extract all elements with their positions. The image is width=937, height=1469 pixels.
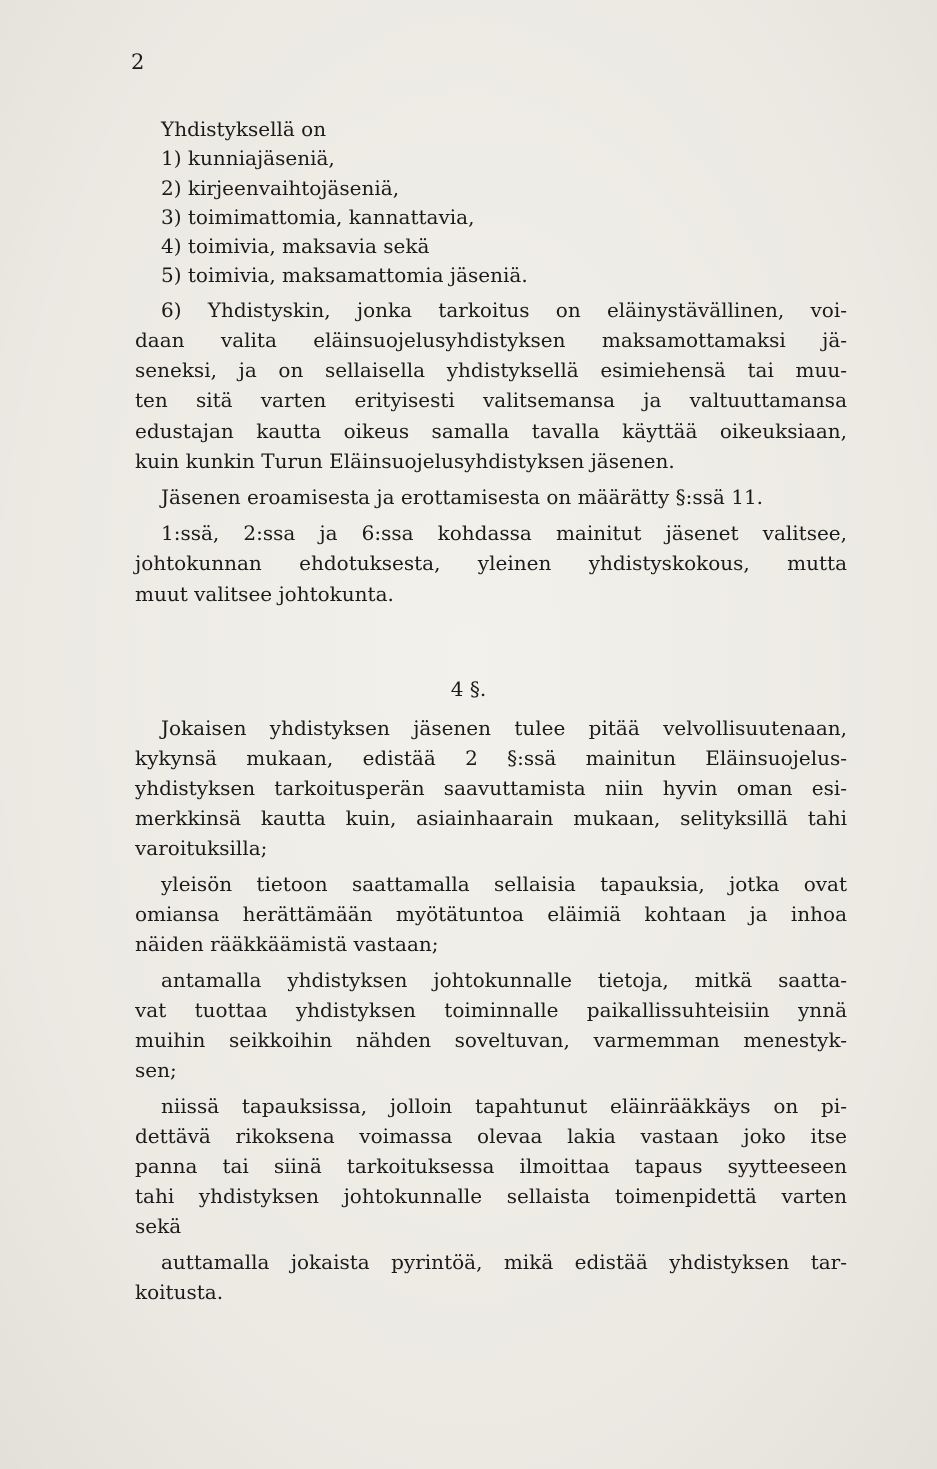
item6-line-3: seneksi, ja on sellaisella yhdistyksellä esimiehensä tai muu- [135, 358, 847, 382]
section4-p2-line-2: omiansa herättämään myötätuntoa eläimiä kohtaan ja inhoa [135, 902, 847, 926]
section4-p3-line-4: sen; [135, 1058, 177, 1082]
member-type-2: 2) kirjeenvaihtojäseniä, [161, 176, 400, 200]
section4-p1-line-2: kykynsä mukaan, edistää 2 §:ssä mainitun Eläinsuojelus- [135, 746, 847, 770]
member-type-1: 1) kunniajäseniä, [161, 146, 335, 170]
member-type-4: 4) toimivia, maksavia sekä [161, 234, 430, 258]
item6-line-5: edustajan kautta oikeus samalla tavalla käyttää oikeuksiaan, [135, 419, 847, 443]
resignation-line: Jäsenen eroamisesta ja erottamisesta on määrätty §:ssä 11. [161, 485, 764, 509]
section4-p2-line-1: yleisön tietoon saattamalla sellaisia tapauksia, jotka ovat [161, 872, 847, 896]
section4-p3-line-1: antamalla yhdistyksen johtokunnalle tietoja, mitkä saatta- [161, 968, 847, 992]
section-4-heading: 4 §. [450, 677, 487, 701]
item6-line-4: ten sitä varten erityisesti valitsemansa ja valtuuttamansa [135, 388, 847, 412]
section4-p3-line-3: muihin seikkoihin nähden soveltuvan, varmemman menestyk- [135, 1028, 847, 1052]
item6-line-6: kuin kunkin Turun Eläinsuojelusyhdistyksen jäsenen. [135, 449, 675, 473]
section4-p4-line-3: panna tai siinä tarkoituksessa ilmoittaa tapaus syytteeseen [135, 1154, 847, 1178]
membership-intro: Yhdistyksellä on [161, 117, 327, 141]
section4-p4-line-2: dettävä rikoksena voimassa olevaa lakia vastaan joko itse [135, 1124, 847, 1148]
item6-line-1: 6) Yhdistyskin, jonka tarkoitus on eläinystävällinen, voi- [161, 298, 847, 322]
section4-p3-line-2: vat tuottaa yhdistyksen toiminnalle paikallissuhteisiin ynnä [135, 998, 847, 1022]
section4-p4-line-5: sekä [135, 1214, 182, 1238]
election-line-1: 1:ssä, 2:ssa ja 6:ssa kohdassa mainitut jäsenet valitsee, [161, 521, 847, 545]
page-number: 2 [131, 50, 145, 74]
section4-p4-line-4: tahi yhdistyksen johtokunnalle sellaista toimenpidettä varten [135, 1184, 847, 1208]
section4-p1-line-4: merkkinsä kautta kuin, asiainhaarain mukaan, selityksillä tahi [135, 806, 847, 830]
section4-p4-line-1: niissä tapauksissa, jolloin tapahtunut eläinrääkkäys on pi- [161, 1094, 847, 1118]
member-type-5: 5) toimivia, maksamattomia jäseniä. [161, 263, 528, 287]
member-type-3: 3) toimimattomia, kannattavia, [161, 205, 475, 229]
item6-line-2: daan valita eläinsuojelusyhdistyksen maksamottamaksi jä- [135, 328, 847, 352]
section4-p1-line-3: yhdistyksen tarkoitusperän saavuttamista niin hyvin oman esi- [135, 776, 847, 800]
section4-p1-line-5: varoituksilla; [135, 836, 268, 860]
election-line-2: johtokunnan ehdotuksesta, yleinen yhdistyskokous, mutta [135, 551, 847, 575]
section4-p2-line-3: näiden rääkkäämistä vastaan; [135, 932, 439, 956]
section4-p5-line-1: auttamalla jokaista pyrintöä, mikä edistää yhdistyksen tar- [161, 1250, 847, 1274]
election-line-3: muut valitsee johtokunta. [135, 582, 394, 606]
section4-p1-line-1: Jokaisen yhdistyksen jäsenen tulee pitää velvollisuutenaan, [161, 716, 847, 740]
section4-p5-line-2: koitusta. [135, 1280, 224, 1304]
